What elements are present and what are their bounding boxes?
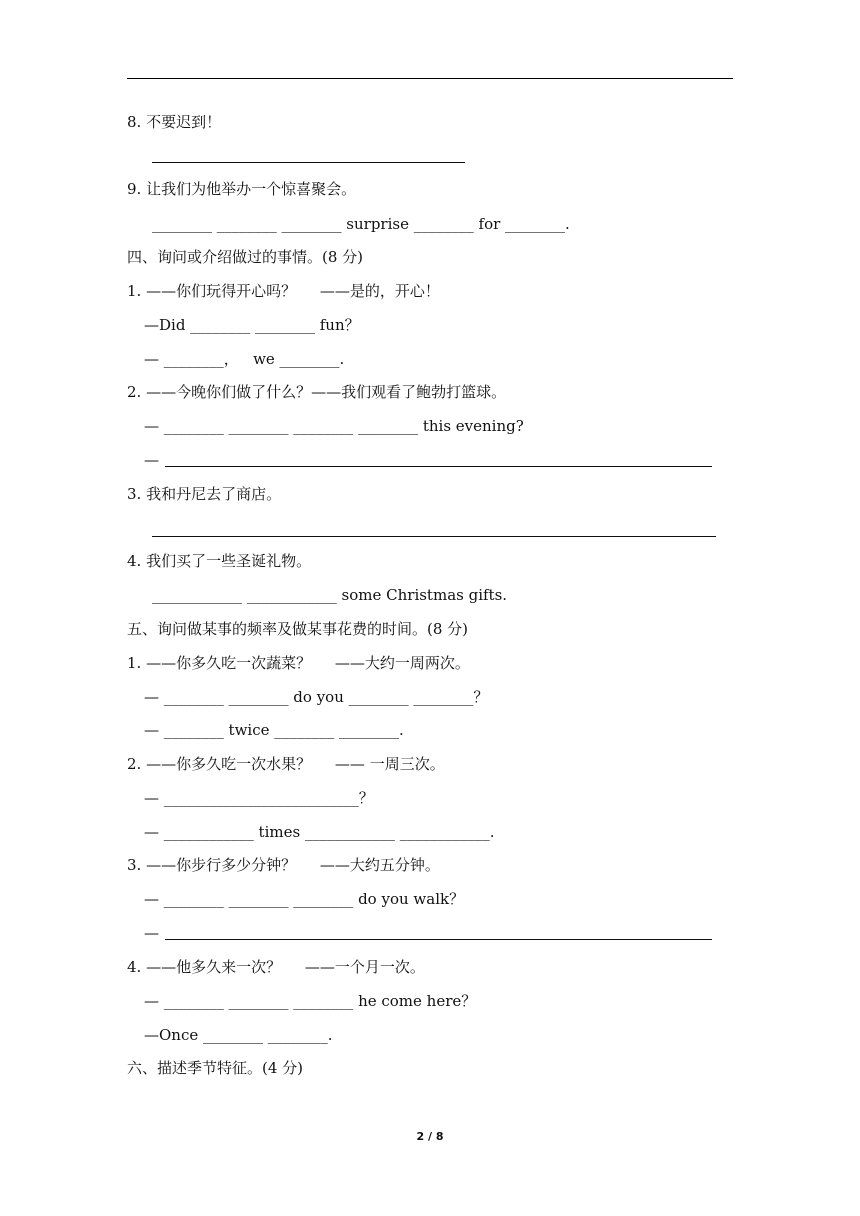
question-line: 4. ——他多久来一次？ ——一个月一次。 [127,958,425,976]
answer-blank-2b [165,466,712,467]
answer-line: — ____________ times ____________ ____________. [144,823,495,841]
header-rule [127,78,733,79]
answer-line: — ________ ________ ________ do you walk？ [144,890,465,908]
answer-line: — ________ ________ ________ ________ this evening? [144,417,524,435]
answer-line: — ________ ________ ________ he come here？ [144,992,477,1010]
question-line: 1. ——你们玩得开心吗？ ——是的，开心！ [127,282,440,300]
question-line: 3. ——你步行多少分钟？ ——大约五分钟。 [127,856,440,874]
question-line: 1. ——你多久吃一次蔬菜？ ——大约一周两次。 [127,654,470,672]
question-line: 8. 不要迟到！ [127,113,222,131]
answer-line: — ________ ________ do you ________ ________？ [144,688,489,706]
answer-line: —Once ________ ________. [144,1026,333,1044]
answer-line: — ________ twice ________ ________. [144,721,404,739]
answer-blank-8 [152,162,465,163]
answer-line: ________ ________ ________ surprise ________ for ________. [152,215,570,233]
answer-line: —Did ________ ________ fun？ [144,316,360,334]
section-heading: 四、询问或介绍做过的事情。(8 分) [127,248,364,266]
section-heading: 六、描述季节特征。(4 分) [127,1059,304,1077]
answer-line: — [144,924,159,942]
answer-blank-3 [152,536,716,537]
answer-line: ____________ ____________ some Christmas gifts. [152,586,508,604]
answer-line: — __________________________？ [144,789,374,807]
question-line: 2. ——你多久吃一次水果？ —— 一周三次。 [127,755,445,773]
question-line: 4. 我们买了一些圣诞礼物。 [127,552,312,570]
answer-blank-3b [165,939,712,940]
question-line: 9. 让我们为他举办一个惊喜聚会。 [127,180,357,198]
question-line: 3. 我和丹尼去了商店。 [127,485,282,503]
answer-line: — [144,451,159,469]
section-heading: 五、询问做某事的频率及做某事花费的时间。(8 分) [127,620,469,638]
page-number: 2 / 8 [416,1130,444,1143]
question-line: 2. ——今晚你们做了什么？——我们观看了鲍勃打篮球。 [127,383,507,401]
answer-line: — ________， we ________. [144,350,345,368]
